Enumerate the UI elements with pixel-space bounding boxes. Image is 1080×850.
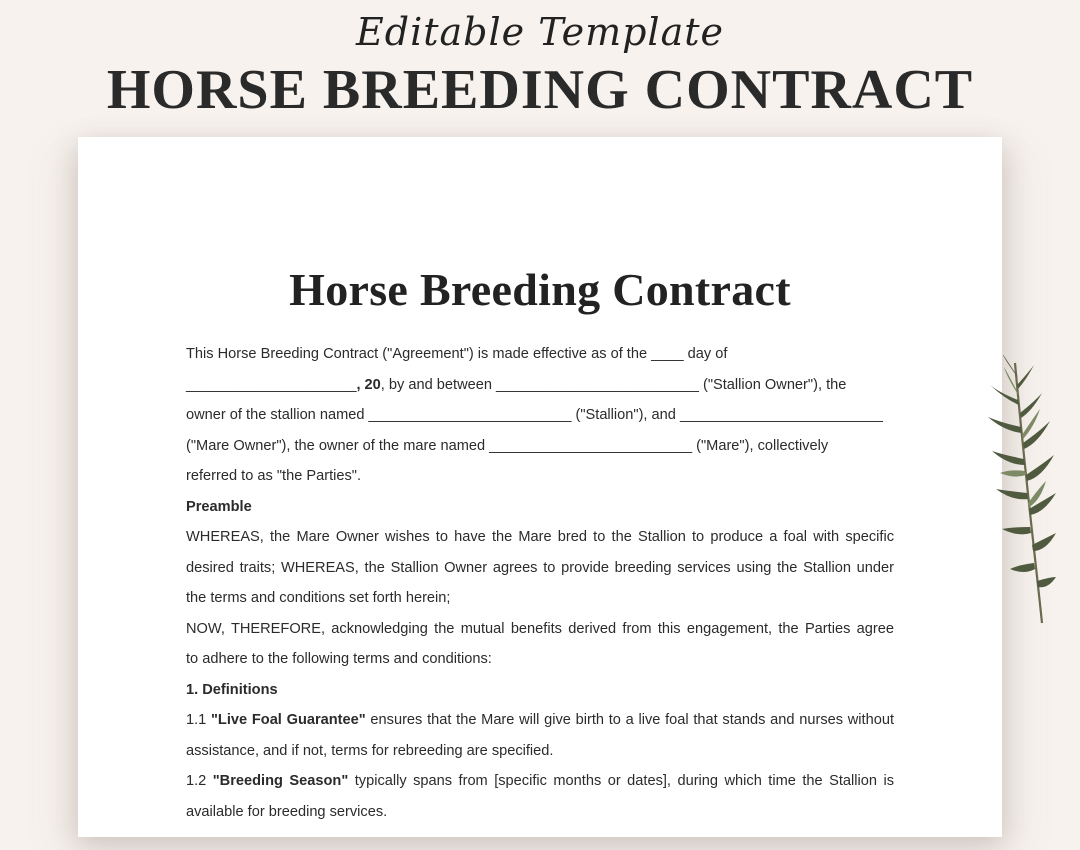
date-blank: _____________________ xyxy=(186,376,357,393)
definitions-heading: 1. Definitions xyxy=(186,681,278,698)
document-page xyxy=(78,137,1002,837)
definition-1-1-text: ensures that the Mare will give birth to a live foal that stands and nurses without xyxy=(365,712,894,728)
definition-1-1-number: 1.1 xyxy=(186,712,212,728)
intro-line-1: This Horse Breeding Contract ("Agreement") is made effective as of the ____ day of xyxy=(186,346,728,362)
intro-line-2 xyxy=(186,373,894,404)
definition-1-2-number: 1.2 xyxy=(186,773,213,789)
definition-1-1 xyxy=(186,708,894,739)
preamble-heading: Preamble xyxy=(186,498,252,515)
preamble-line-4: NOW, THEREFORE, acknowledging the mutual benefits derived from this engagement, the Parties agree xyxy=(186,620,894,637)
document-title: Horse Breeding Contract xyxy=(289,264,791,315)
banner-subtitle: Editable Template xyxy=(356,10,724,54)
definition-1-1-continued: assistance, and if not, terms for rebreeding are specified. xyxy=(186,742,554,759)
intro-line-2-rest: , by and between _________________________ ("Stallion Owner"), the xyxy=(380,376,847,393)
definition-1-2-term: "Breeding Season" xyxy=(212,773,349,789)
intro-line-4: ("Mare Owner"), the owner of the mare named _________________________ ("Mare"), collectively xyxy=(186,437,829,454)
preamble-line-3: the terms and conditions set forth herein; xyxy=(186,590,451,606)
intro-line-5: referred to as "the Parties". xyxy=(186,468,362,484)
definition-1-2-text: typically spans from [specific months or dates], during which time the Stallion is xyxy=(348,773,894,789)
preamble-line-2: desired traits; WHEREAS, the Stallion Owner agrees to provide breeding services using the Stallion under xyxy=(186,559,894,576)
rosemary-sprig-decoration xyxy=(980,355,1060,630)
document-body xyxy=(186,342,894,830)
intro-line-3: owner of the stallion named _________________________ ("Stallion"), and _________________________ xyxy=(186,407,883,423)
definition-1-1-term: "Live Foal Guarantee" xyxy=(211,712,366,728)
preamble-line-5: to adhere to the following terms and conditions: xyxy=(186,651,492,667)
definition-1-2 xyxy=(186,769,894,800)
definition-1-2-continued: available for breeding services. xyxy=(186,803,388,820)
banner-title: HORSE BREEDING CONTRACT xyxy=(106,59,974,121)
preamble-line-1: WHEREAS, the Mare Owner wishes to have the Mare bred to the Stallion to produce a foal with specific xyxy=(186,529,894,545)
year-label: , 20 xyxy=(356,376,381,393)
